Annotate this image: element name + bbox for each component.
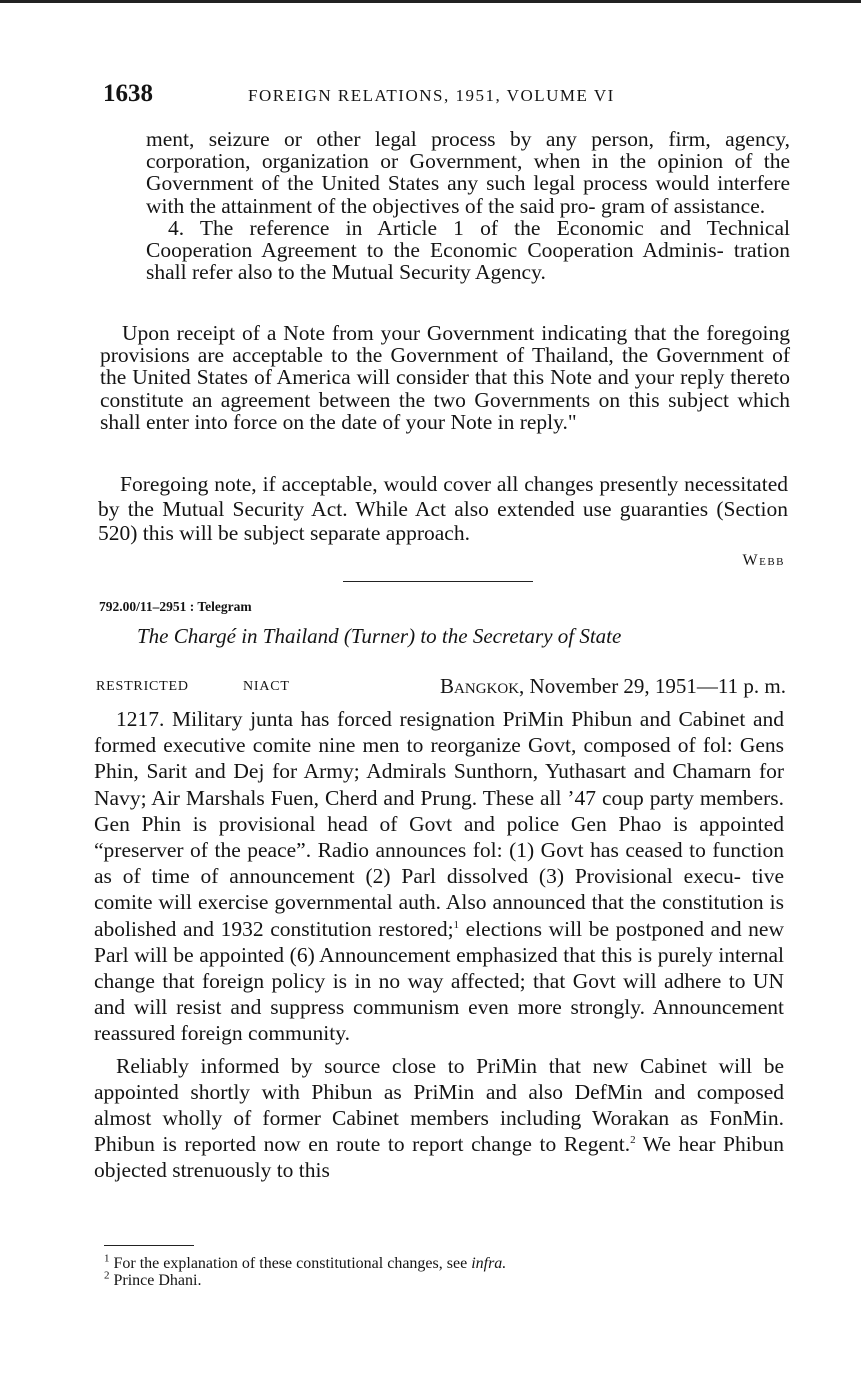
footnote-marker-1: 1 [453,918,460,931]
text-line: as of time of announcement (2) Parl dissolved (3) Provisional execu- [94,864,741,889]
text-line: the Government of the United States any such legal process would [146,149,791,196]
date: November 29, 1951—11 p. m. [524,674,786,698]
text-line: corporation, organization or Government, when in the opinion of [146,149,753,174]
footnote-2-text: Prince Dhani. [109,1272,202,1289]
text-line: tive comite will exercise governmental auth. Also announced that the [94,864,784,915]
file-reference: 792.00/11–2951 : Telegram [99,599,252,614]
footnote-divider [104,1245,194,1246]
text-line: and composed almost wholly of former Cabinet members including [94,1079,785,1131]
footnote-1-italic: infra. [471,1255,507,1272]
footnote-1-marker: 1 [104,1252,110,1265]
text-line: We hear Phibun objected strenuously to this [94,1132,784,1183]
footnote-1 [104,1252,794,1272]
text-line: provisional head of Govt and police Gen Phao is appointed “preserver [94,811,784,863]
running-head: FOREIGN RELATIONS, 1951, VOLUME VI [248,86,615,105]
page-header [103,80,793,110]
text-line: Cooperation Agreement to the Economic Cooperation Adminis- [146,238,724,263]
place: Bangkok, [440,674,525,698]
text-line: emphasized that this is purely internal change that foreign policy is [94,942,784,994]
text-line: Upon receipt of a Note from your Government indicating that the [122,321,700,345]
text-line: Sunthorn, Yuthasart and Chamarn for Navy; Air Marshals Fuen, [94,759,785,810]
place-date [440,674,786,699]
text-line: this Note and your reply thereto constitute an agreement between the [100,365,790,412]
text-line: gram of assistance. [600,193,766,218]
text-line: date of your Note in reply." [341,409,577,434]
text-line: will be appointed shortly with Phibun as PriMin and also DefMin [94,1053,784,1104]
section-divider [343,581,533,582]
text-line: Worakan as FonMin. Phibun is reported now en route to report [94,1106,784,1157]
text-line: Foregoing note, if acceptable, would cover all changes presently [120,472,679,496]
text-line: constitution is abolished and 1932 constitution restored; [94,890,784,941]
comment-paragraph [98,472,788,546]
signature: Webb [742,552,785,569]
footnote-1-text: For the explanation of these constitutional changes, see [109,1255,472,1272]
title-part-2: ) to the Secretary of State [408,624,622,648]
footnote-2 [104,1269,794,1289]
text-line: interfere with the attainment of the objectives of the said pro- [146,171,790,218]
page-number: 1638 [103,80,153,107]
text-line: necessitated by the Mutual Security Act. While Act also extended use [98,472,788,521]
telegram-paragraph-2 [94,1053,784,1184]
page-top-edge [0,0,861,3]
telegram-paragraph-1 [94,706,784,1047]
text-line: foregoing provisions are acceptable to the Government of Thailand, [100,321,790,368]
footnote-2-marker: 2 [104,1269,110,1282]
note-closing-paragraph [100,322,790,433]
dateline [96,674,786,700]
title-part-1: The Chargé in Thailand ( [137,624,351,648]
text-line: will be postponed and new Parl will be appointed (6) Announcement [94,916,784,967]
text-line: suppress communism even more strongly. Announcement reassured [94,995,784,1046]
text-line: change to Regent. [471,1132,631,1157]
text-line: 4. The reference in Article 1 of the Economic and Technical [168,215,790,240]
precedence: NIACT [243,679,290,694]
text-line: Cherd and Prung. These all ’47 coup party members. Gen Phin is [94,785,784,836]
text-line: in no way affected; that Govt will adhere to UN and will resist and [94,969,784,1020]
text-line: the Government of the United States of America will consider that [100,343,790,390]
text-line: Cabinet and formed executive comite nine men to reorganize Govt, [94,707,784,758]
document-title [137,624,621,649]
text-line: ment, seizure or other legal process by any person, firm, agency, [146,127,790,151]
text-line: 1217. Military junta has forced resignation PriMin Phibun and [116,707,671,731]
text-line: guaranties (Section 520) this will be subject separate approach. [98,496,788,545]
text-line: foreign community. [180,1021,350,1046]
text-line: tration shall refer also to the Mutual Security Agency. [146,238,791,285]
footnotes [104,1252,794,1289]
text-line: two Governments on this subject which shall enter into force on the [100,387,791,434]
note-item-4 [146,217,790,284]
text-line: composed of fol: Gens Phin, Sarit and Dej for Army; Admirals [94,733,785,784]
telegram-body [94,706,784,1184]
footnote-marker-2: 2 [630,1134,636,1147]
title-name: Turner [350,624,409,648]
classification: RESTRICTED [96,679,189,694]
text-line: elections [459,916,543,941]
note-continuation [146,128,790,283]
text-line: Reliably informed by source close to PriMin that new Cabinet [116,1053,707,1078]
text-line: of the peace”. Radio announces fol: (1) Govt has ceased to function [190,838,784,863]
